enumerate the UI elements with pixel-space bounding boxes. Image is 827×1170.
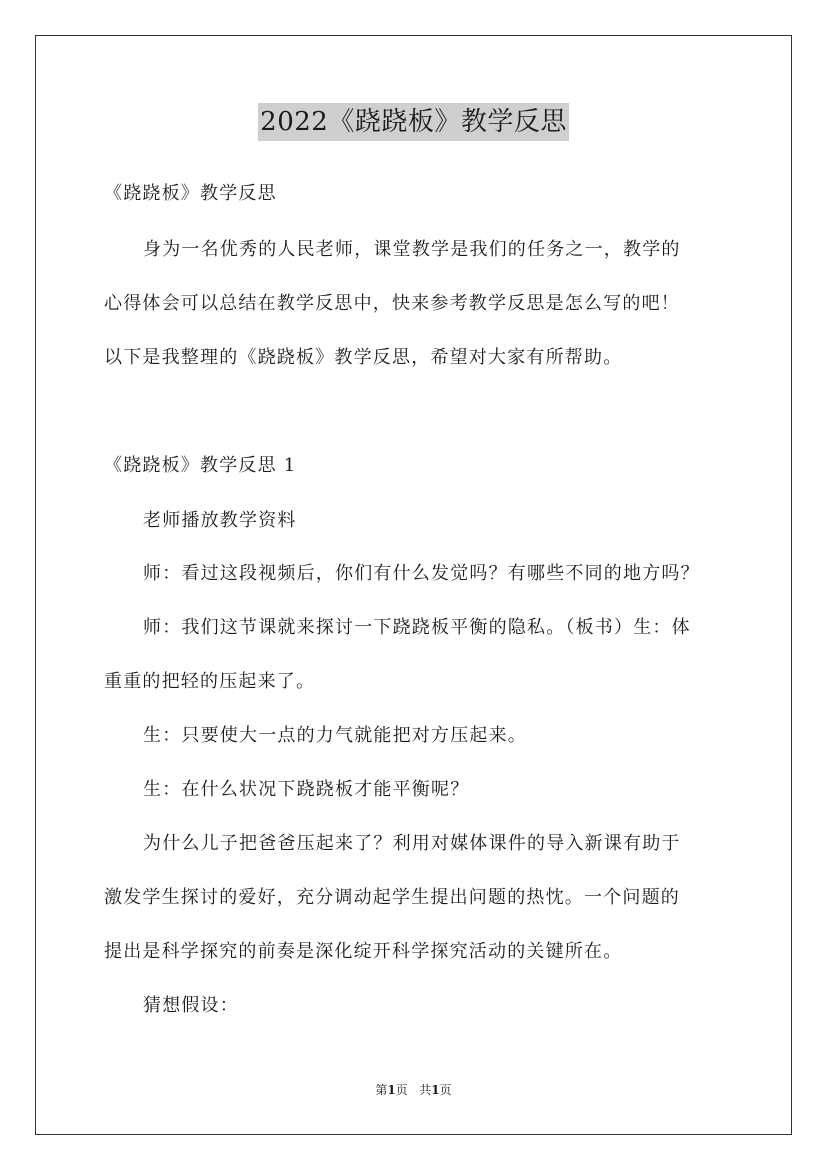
page-total: 1 bbox=[431, 1083, 440, 1097]
paragraph-line: 心得体会可以总结在教学反思中，快来参考教学反思是怎么写的吧！ bbox=[104, 293, 680, 314]
paragraph-line: 为什么儿子把爸爸压起来了？利用对媒体课件的导入新课有助于 bbox=[143, 833, 681, 854]
paragraph-line: 老师播放教学资料 bbox=[143, 510, 297, 531]
paragraph-line: 以下是我整理的《跷跷板》教学反思，希望对大家有所帮助。 bbox=[104, 347, 623, 368]
page-current: 1 bbox=[387, 1083, 396, 1097]
total-label-prefix: 共 bbox=[419, 1083, 432, 1097]
section-heading: 《跷跷板》教学反思 1 bbox=[104, 455, 297, 476]
document-title: 2022《跷跷板》教学反思 bbox=[258, 103, 569, 141]
title-container bbox=[0, 103, 827, 141]
paragraph-line: 身为一名优秀的人民老师，课堂教学是我们的任务之一，教学的 bbox=[143, 239, 681, 260]
page-label-mid: 页 bbox=[395, 1083, 408, 1097]
page-footer bbox=[0, 1082, 827, 1098]
paragraph-line: 生：在什么状况下跷跷板才能平衡呢？ bbox=[143, 779, 470, 800]
paragraph-line: 激发学生探讨的爱好，充分调动起学生提出问题的热忱。一个问题的 bbox=[104, 887, 680, 908]
paragraph-line: 猜想假设： bbox=[143, 995, 239, 1016]
paragraph-line: 提出是科学探究的前奏是深化绽开科学探究活动的关键所在。 bbox=[104, 941, 623, 962]
page-label-prefix: 第 bbox=[375, 1083, 388, 1097]
paragraph-line: 师：我们这节课就来探讨一下跷跷板平衡的隐私。（板书）生：体 bbox=[143, 617, 691, 638]
total-label-suffix: 页 bbox=[439, 1083, 452, 1097]
paragraph-line: 重重的把轻的压起来了。 bbox=[104, 671, 316, 692]
paragraph-line: 师：看过这段视频后，你们有什么发觉吗？有哪些不同的地方吗？ bbox=[143, 563, 700, 584]
section-heading: 《跷跷板》教学反思 bbox=[104, 183, 277, 204]
paragraph-line: 生：只要使大一点的力气就能把对方压起来。 bbox=[143, 725, 527, 746]
